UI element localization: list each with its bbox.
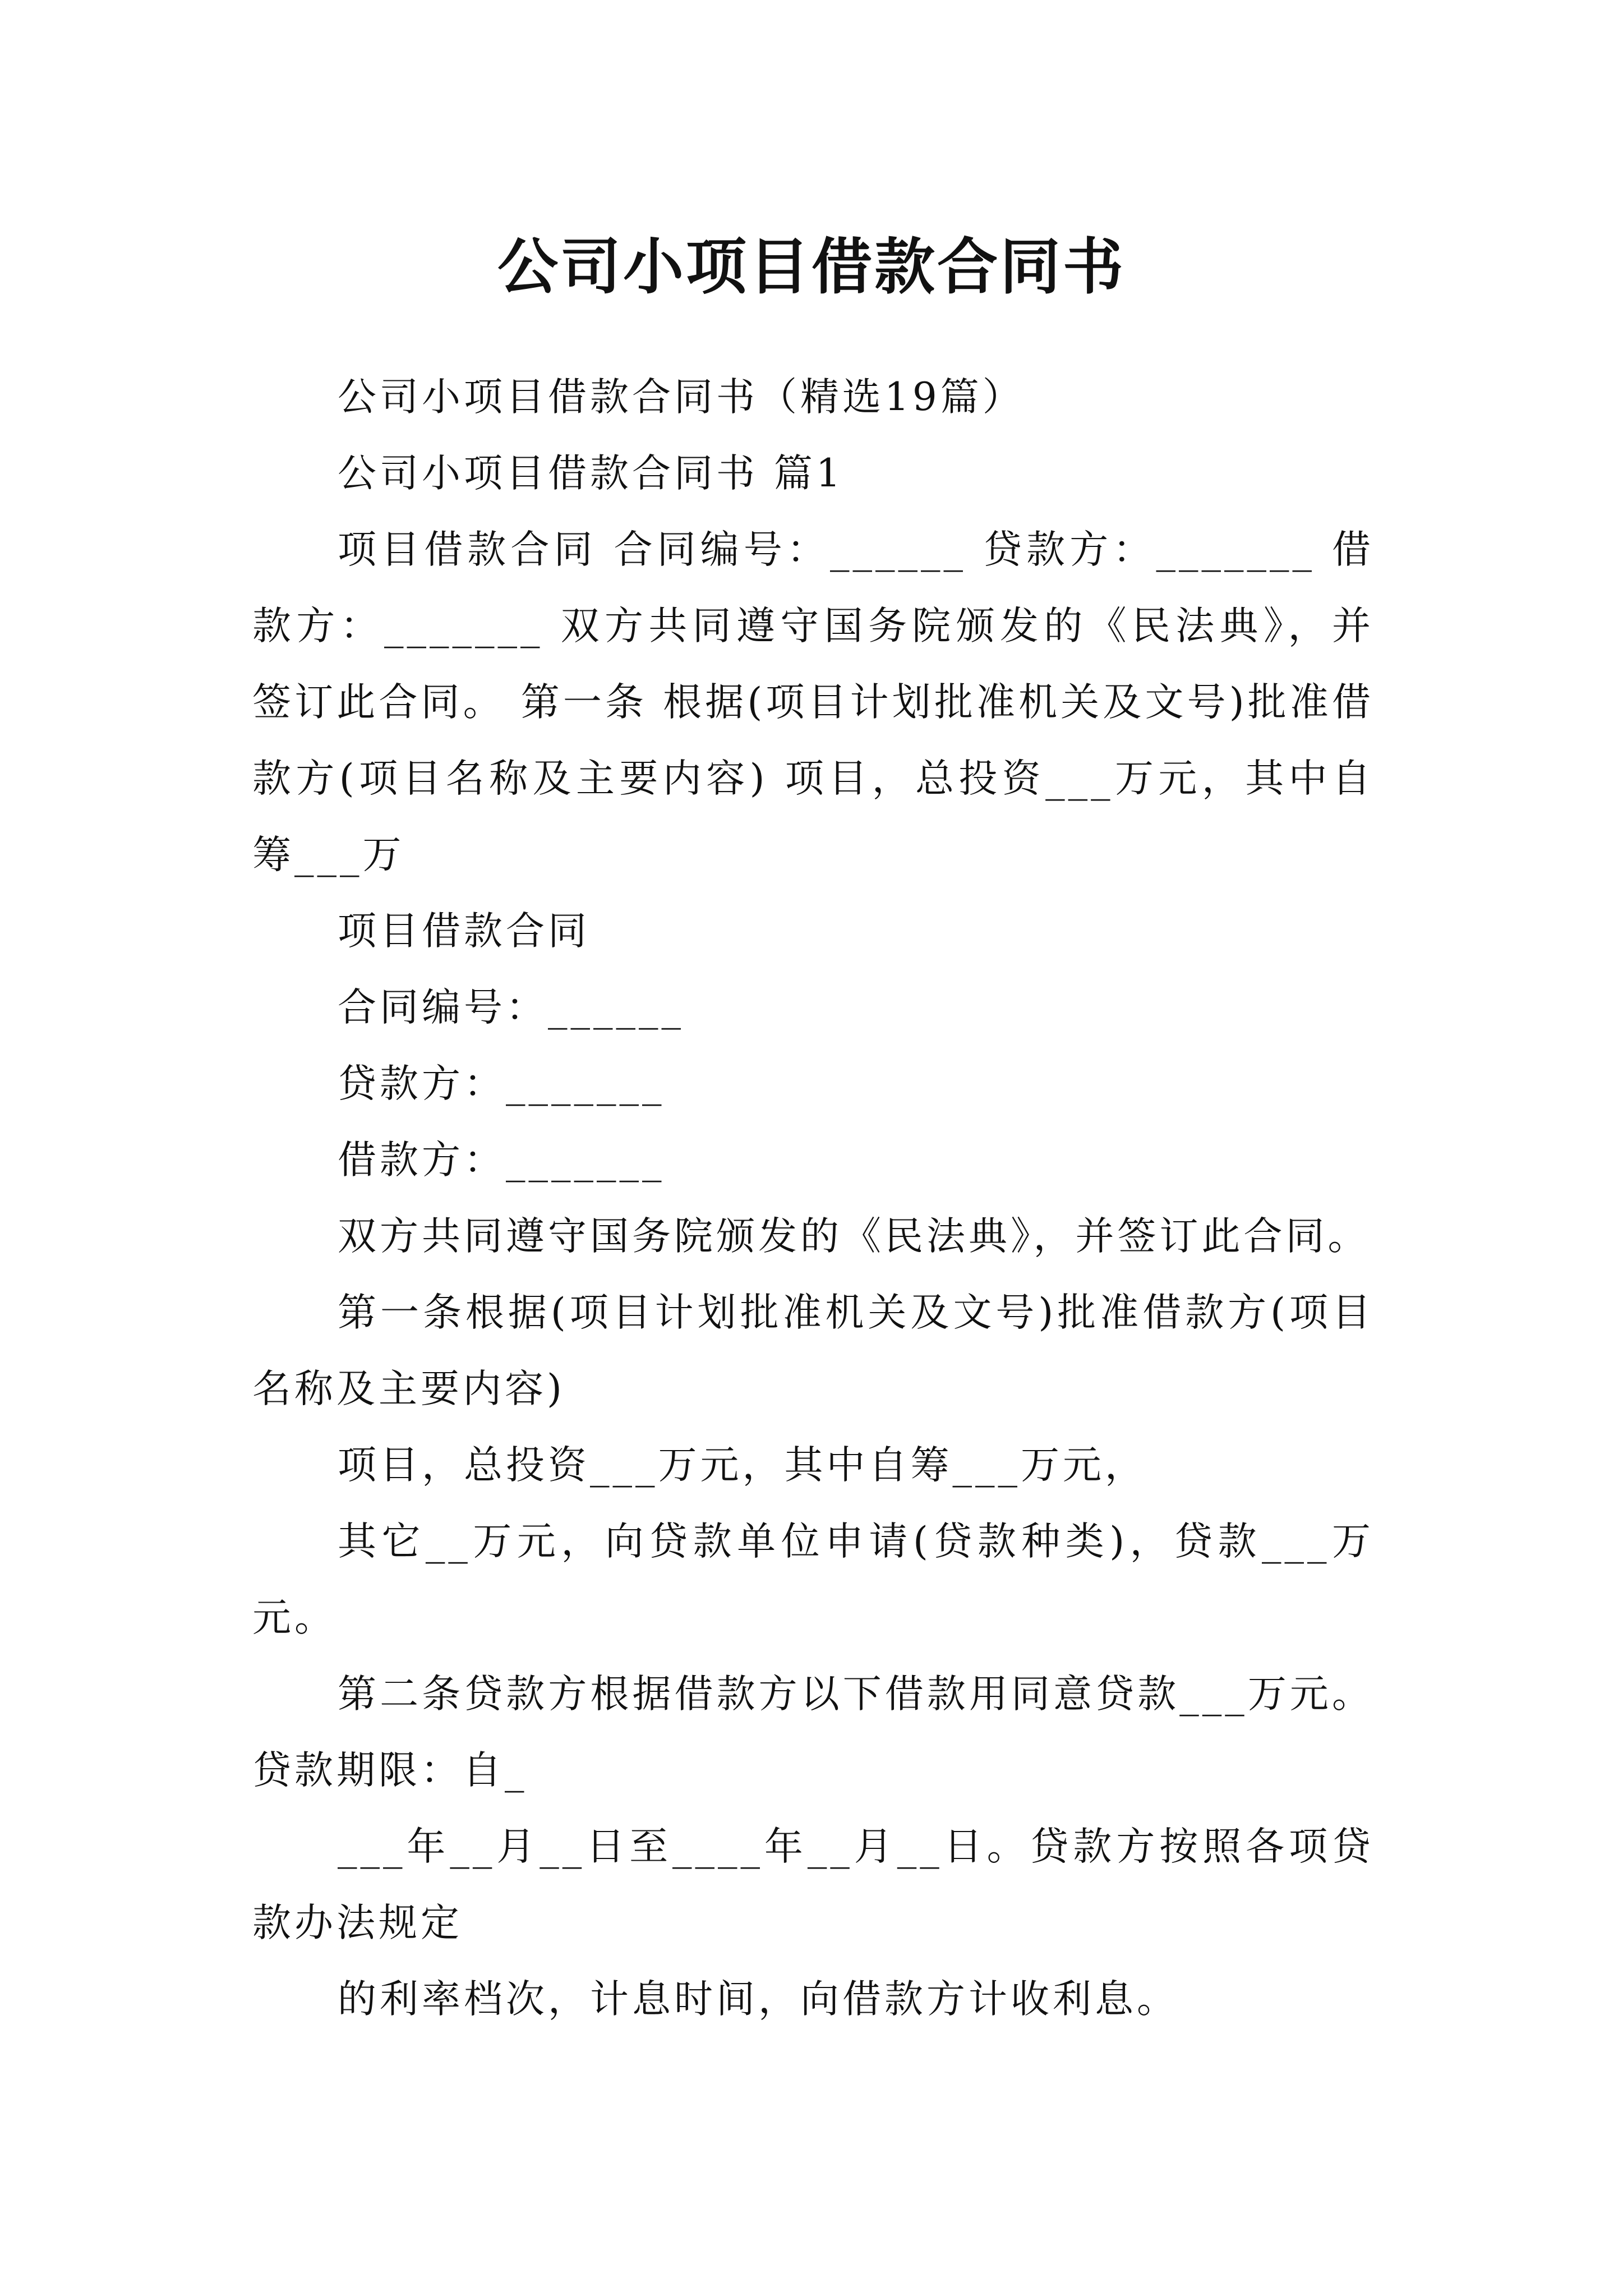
paragraph-investment: 项目，总投资___万元，其中自筹___万元， xyxy=(338,1443,1147,1488)
paragraph-summary: 项目借款合同 合同编号：______ 贷款方：_______ 借款方：_______ 双方共同遵守国务院颁发的《民法典》，并签订此合同。 第一条 根据(项目计划批准机关及文号)批准借款方(项目名称及主要内容) 项目，总投资___万元，其中自筹___万 xyxy=(252,527,1374,877)
paragraph-contract-number: 合同编号：______ xyxy=(338,985,684,1030)
page-title: 公司小项目借款合同书 xyxy=(497,232,1126,303)
paragraph-article-1: 第一条根据(项目计划批准机关及文号)批准借款方(项目名称及主要内容) xyxy=(252,1290,1374,1411)
paragraph-loan-application: 其它__万元，向贷款单位申请(贷款种类)，贷款___万元。 xyxy=(252,1519,1374,1640)
paragraph-lender: 贷款方：_______ xyxy=(338,1061,665,1106)
paragraph-borrower: 借款方：_______ xyxy=(338,1138,665,1182)
paragraph-interest: 的利率档次，计息时间，向借款方计收利息。 xyxy=(338,1977,1179,2022)
paragraph-section-heading: 公司小项目借款合同书 篇1 xyxy=(338,451,844,496)
paragraph-loan-term: ___年__月__日至____年__月__日。贷款方按照各项贷款办法规定 xyxy=(252,1824,1374,1945)
document-body xyxy=(252,359,1374,2037)
paragraph-article-2: 第二条贷款方根据借款方以下借款用同意贷款___万元。贷款期限：自_ xyxy=(252,1672,1374,1793)
paragraph-agreement: 双方共同遵守国务院颁发的《民法典》，并签订此合同。 xyxy=(338,1214,1370,1259)
paragraph-contract-name: 项目借款合同 xyxy=(338,909,590,954)
paragraph-subtitle: 公司小项目借款合同书（精选19篇） xyxy=(338,375,1025,420)
